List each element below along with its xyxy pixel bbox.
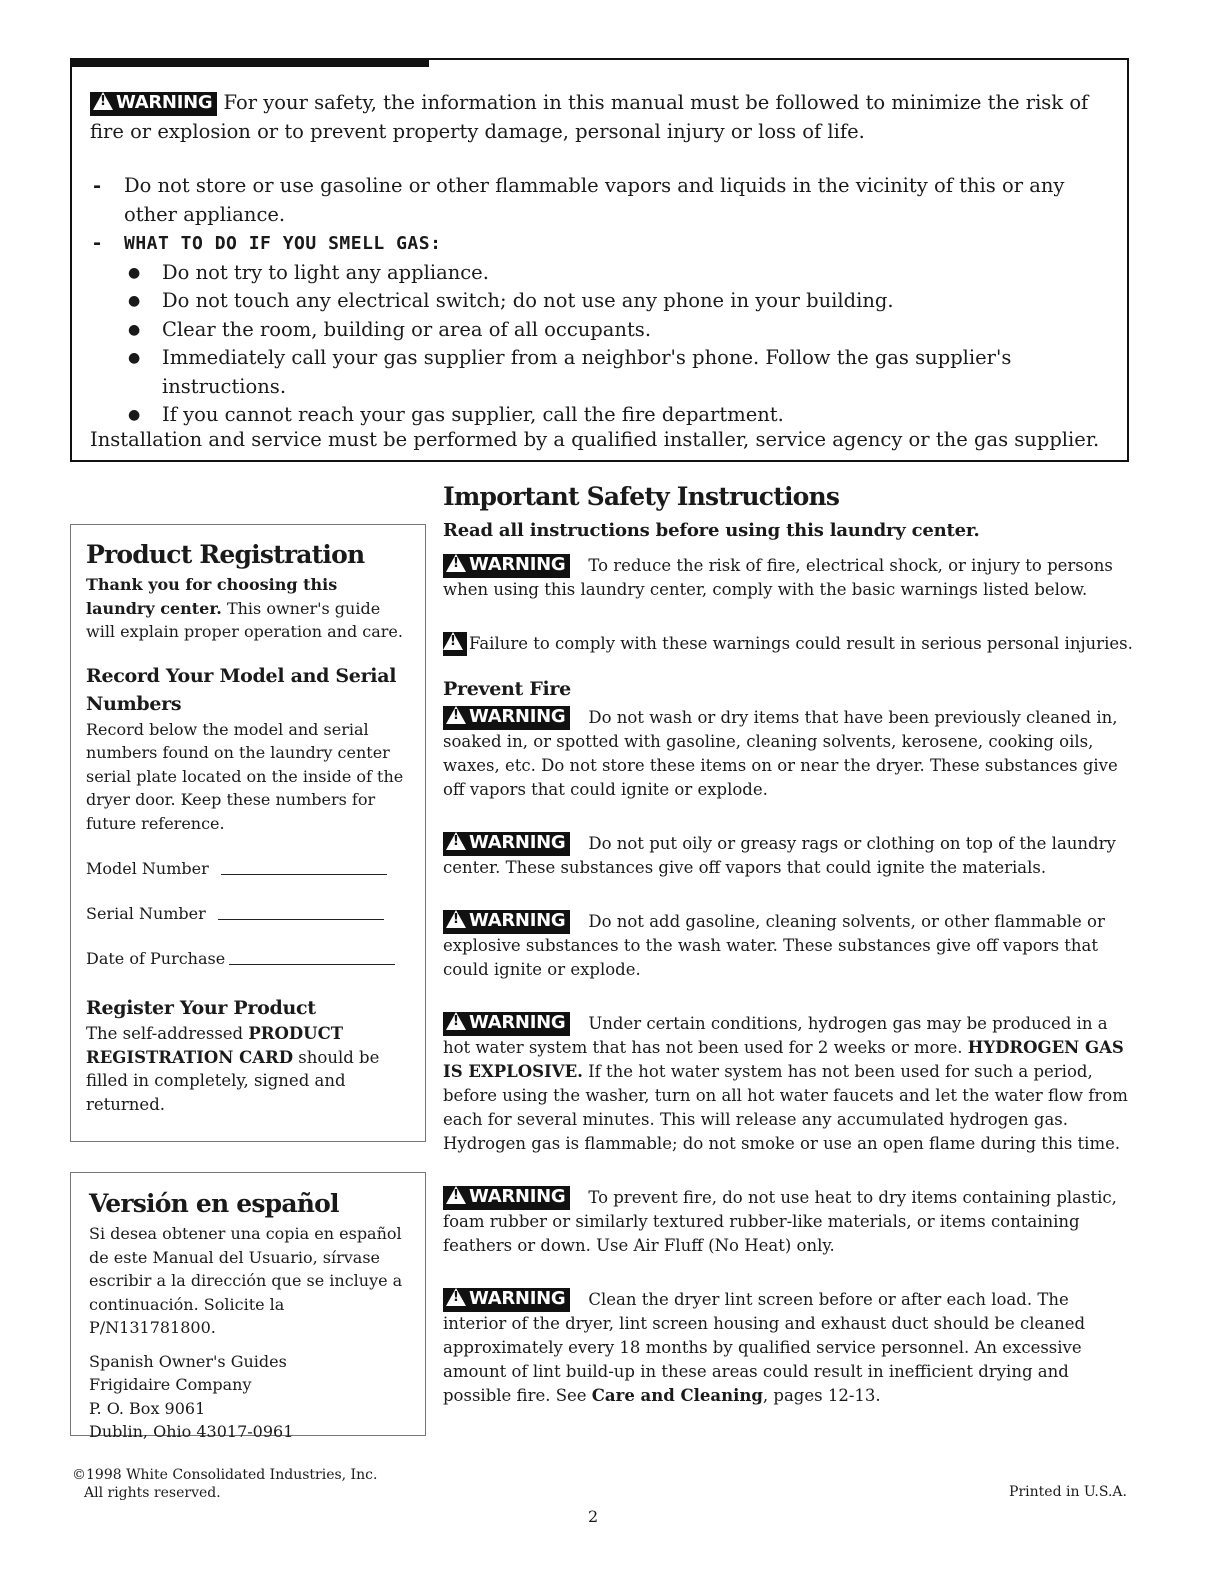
date-of-purchase-line[interactable] (229, 951, 395, 965)
printed-in-note: Printed in U.S.A. (1009, 1484, 1127, 1500)
warning-triangle-icon (446, 1012, 466, 1030)
warning-paragraph: !WARNING To reduce the risk of fire, electrical shock, or injury to persons when using this laundry center, comply with the basic warnings listed below. (443, 554, 1133, 602)
gas-warning-box (70, 58, 1129, 462)
warning-badge: !WARNING (443, 554, 570, 578)
warning-badge: !WARNING (443, 1186, 570, 1210)
warning-badge: !WARNING (90, 92, 217, 116)
register-text: The self-addressed PRODUCT REGISTRATION CARD should be filled in completely, signed and returned. (86, 1024, 380, 1114)
gas-warning-intro: !WARNING For your safety, the information in this manual must be followed to minimize the risk of fire or explosion or to prevent property damage, personal injury or loss of life. (90, 88, 1110, 146)
list-item: ● Do not try to light any appliance. (124, 259, 1120, 288)
smell-gas-list (124, 259, 1120, 430)
spanish-text: Si desea obtener una copia en español de este Manual del Usuario, sírvase escribir a la dirección que se incluye a continuación. Solicite la P/N131781800. (89, 1224, 403, 1337)
spanish-version-box (70, 1172, 426, 1441)
list-item: ● Immediately call your gas supplier from a neighbor's phone. Follow the gas supplier's instructions. (124, 344, 1120, 401)
warning-triangle-icon (446, 910, 466, 928)
record-heading: Record Your Model and Serial Numbers (86, 664, 397, 715)
warning-badge: !WARNING (443, 1288, 570, 1312)
product-registration-box (70, 524, 426, 1142)
list-item: - Do not store or use gasoline or other flammable vapors and liquids in the vicinity of this or any other appliance. (90, 172, 1120, 229)
warning-paragraph: !WARNING Under certain conditions, hydrogen gas may be produced in a hot water system that has not been used for 2 weeks or more. HYDROGEN GAS IS EXPLOSIVE. If the hot water system has not been used for such a period, before using the washer, turn on all hot water faucets and let the water flow from each for several minutes. This will release any accumulated hydrogen gas. Hydrogen gas is flammable; do not smoke or use an open flame during this time. (443, 1012, 1133, 1156)
date-of-purchase-field[interactable]: Date of Purchase (86, 949, 411, 968)
registration-thanks: Thank you for choosing this laundry center. This owner's guide will explain proper operation and care. (86, 575, 403, 641)
list-item: ● Do not touch any electrical switch; do not use any phone in your building. (124, 287, 1120, 316)
model-number-line[interactable] (221, 861, 387, 875)
registration-title: Product Registration (86, 540, 365, 569)
warning-paragraph: !WARNING Do not put oily or greasy rags or clothing on top of the laundry center. These substances give off vapors that could ignite the materials. (443, 832, 1133, 880)
warning-paragraph: !WARNING Do not wash or dry items that have been previously cleaned in, soaked in, or spotted with gasoline, cleaning solvents, kerosene, cooking oils, waxes, etc. Do not store these items on or near the dryer. These substances give off vapors that could ignite or explode. (443, 706, 1133, 802)
warning-paragraph: !WARNING Do not add gasoline, cleaning solvents, or other flammable or explosive substances to the wash water. These substances give off vapors that could ignite or explode. (443, 910, 1133, 982)
warning-triangle-icon (93, 92, 113, 110)
register-heading: Register Your Product (86, 997, 316, 1019)
smell-gas-heading: WHAT TO DO IF YOU SMELL GAS: (124, 233, 442, 254)
warning-badge: !WARNING (443, 910, 570, 934)
warning-triangle-icon (446, 1186, 466, 1204)
list-item (90, 229, 1120, 430)
list-item: ● If you cannot reach your gas supplier, call the fire department. (124, 401, 1120, 430)
warning-triangle-icon (446, 706, 466, 724)
spanish-title: Versión en español (89, 1189, 339, 1218)
list-item: ● Clear the room, building or area of all occupants. (124, 316, 1120, 345)
warning-paragraph: !WARNING Clean the dryer lint screen before or after each load. The interior of the dryer, lint screen housing and exhaust duct should be cleaned approximately every 18 months by qualified service personnel. An excessive amount of lint build-up in these areas could result in inefficient drying and possible fire. See Care and Cleaning, pages 12-13. (443, 1288, 1133, 1408)
installation-note: Installation and service must be performed by a qualified installer, service agency or the gas supplier. (90, 428, 1100, 451)
warning-triangle-icon (446, 554, 466, 572)
gas-warning-list (90, 172, 1120, 430)
failure-note: !Failure to comply with these warnings could result in serious personal injuries. (443, 632, 1133, 656)
warning-triangle-icon (446, 832, 466, 850)
record-text: Record below the model and serial numbers found on the laundry center serial plate located on the inside of the dryer door. Keep these numbers for future reference. (86, 719, 404, 833)
serial-number-line[interactable] (218, 906, 384, 920)
prevent-fire-heading: Prevent Fire (443, 678, 571, 700)
warning-badge: !WARNING (443, 832, 570, 856)
warning-triangle-badge (443, 632, 467, 656)
warning-paragraph: !WARNING To prevent fire, do not use heat to dry items containing plastic, foam rubber or similarly textured rubber-like materials, or items containing feathers or down. Use Air Fluff (No Heat) only. (443, 1186, 1133, 1258)
page-number: 2 (588, 1507, 599, 1526)
safety-instructions (443, 480, 1133, 1408)
warning-badge: !WARNING (443, 1012, 570, 1036)
mailing-address: Spanish Owner's Guides Frigidaire Company P. O. Box 9061 Dublin, Ohio 43017-0961 (89, 1351, 294, 1441)
instructions-title: Important Safety Instructions (443, 482, 840, 511)
care-and-cleaning-link[interactable]: Care and Cleaning (591, 1386, 763, 1405)
serial-number-field[interactable]: Serial Number (86, 904, 411, 923)
copyright-notice: ©1998 White Consolidated Industries, Inc. All rights reserved. (72, 1467, 378, 1501)
warning-triangle-icon (443, 632, 463, 650)
read-all-note: Read all instructions before using this laundry center. (443, 520, 980, 541)
warning-triangle-icon (446, 1288, 466, 1306)
warning-badge: !WARNING (443, 706, 570, 730)
model-number-field[interactable]: Model Number (86, 859, 411, 878)
